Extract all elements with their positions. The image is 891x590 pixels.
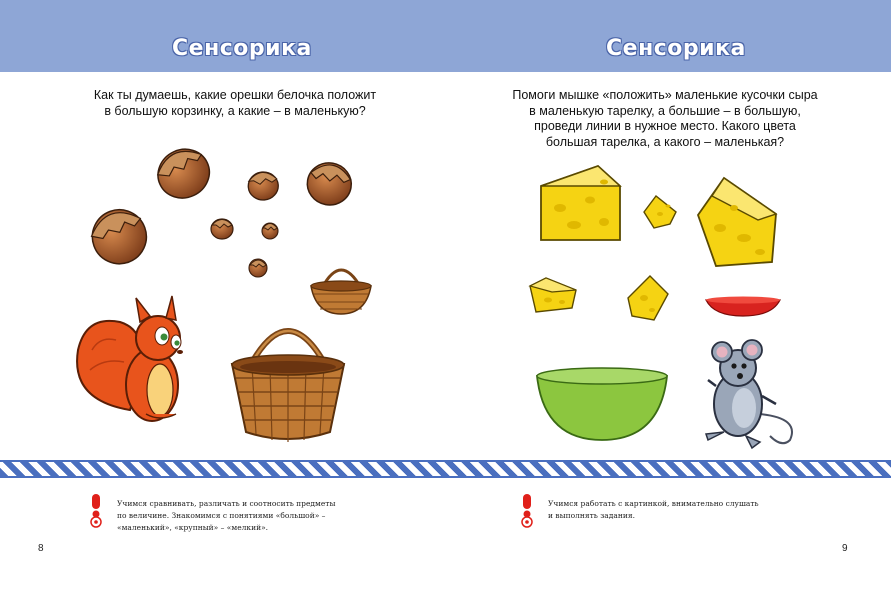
left-note [117,498,377,534]
right-task-line: Помоги мышке «положить» маленькие кусочки сыра [512,88,818,102]
hazelnut-small-3 [249,259,267,277]
hazelnut-medium-1 [304,159,355,208]
big-green-plate [537,368,667,440]
hazelnut-small-2 [262,223,278,239]
page-number-left: 8 [38,543,44,554]
right-note [548,498,808,522]
right-note-line: и выполнять задания. [548,511,635,520]
mouse [706,340,792,448]
hazelnut-large-2 [85,202,154,271]
left-page-title: Сенсорика [172,36,312,61]
hazelnut-medium-2 [247,171,279,202]
cheese-small-3 [628,276,668,320]
cheese-large-1 [541,166,620,240]
left-note-line: по величине. Знакомимся с понятиями «большой» – [117,511,326,520]
hazelnut-large-1 [150,141,217,206]
cheese-large-2 [698,178,776,266]
left-task-line: в большую корзинку, а какие – в маленькую? [104,103,366,118]
small-basket [311,270,371,314]
exclamation-icon [86,494,106,528]
decorative-border-band [0,462,891,476]
hazelnut-small-1 [211,219,233,239]
exclamation-icon [517,494,537,528]
right-task-line: проведи линии в нужное место. Какого цвета [534,119,796,133]
right-page-title: Сенсорика [606,36,746,61]
left-note-line: Учимся сравнивать, различать и соотносить предметы [117,499,336,508]
left-note-line: «маленький», «крупный» – «мелкий». [117,523,269,532]
large-basket [232,331,344,442]
right-note-line: Учимся работать с картинкой, внимательно слушать [548,499,759,508]
cheese-small-1 [644,196,676,228]
right-task-line: большая тарелка, а какого – маленькая? [545,134,785,149]
small-red-plate [706,297,780,317]
border-line-bottom [0,476,891,478]
left-task-line: Как ты думаешь, какие орешки белочка положит [93,88,377,102]
page-number-right: 9 [842,543,848,554]
right-task-line: в маленькую тарелку, а большие – в большую, [529,103,801,118]
squirrel [77,296,183,421]
cheese-small-2 [530,278,576,312]
